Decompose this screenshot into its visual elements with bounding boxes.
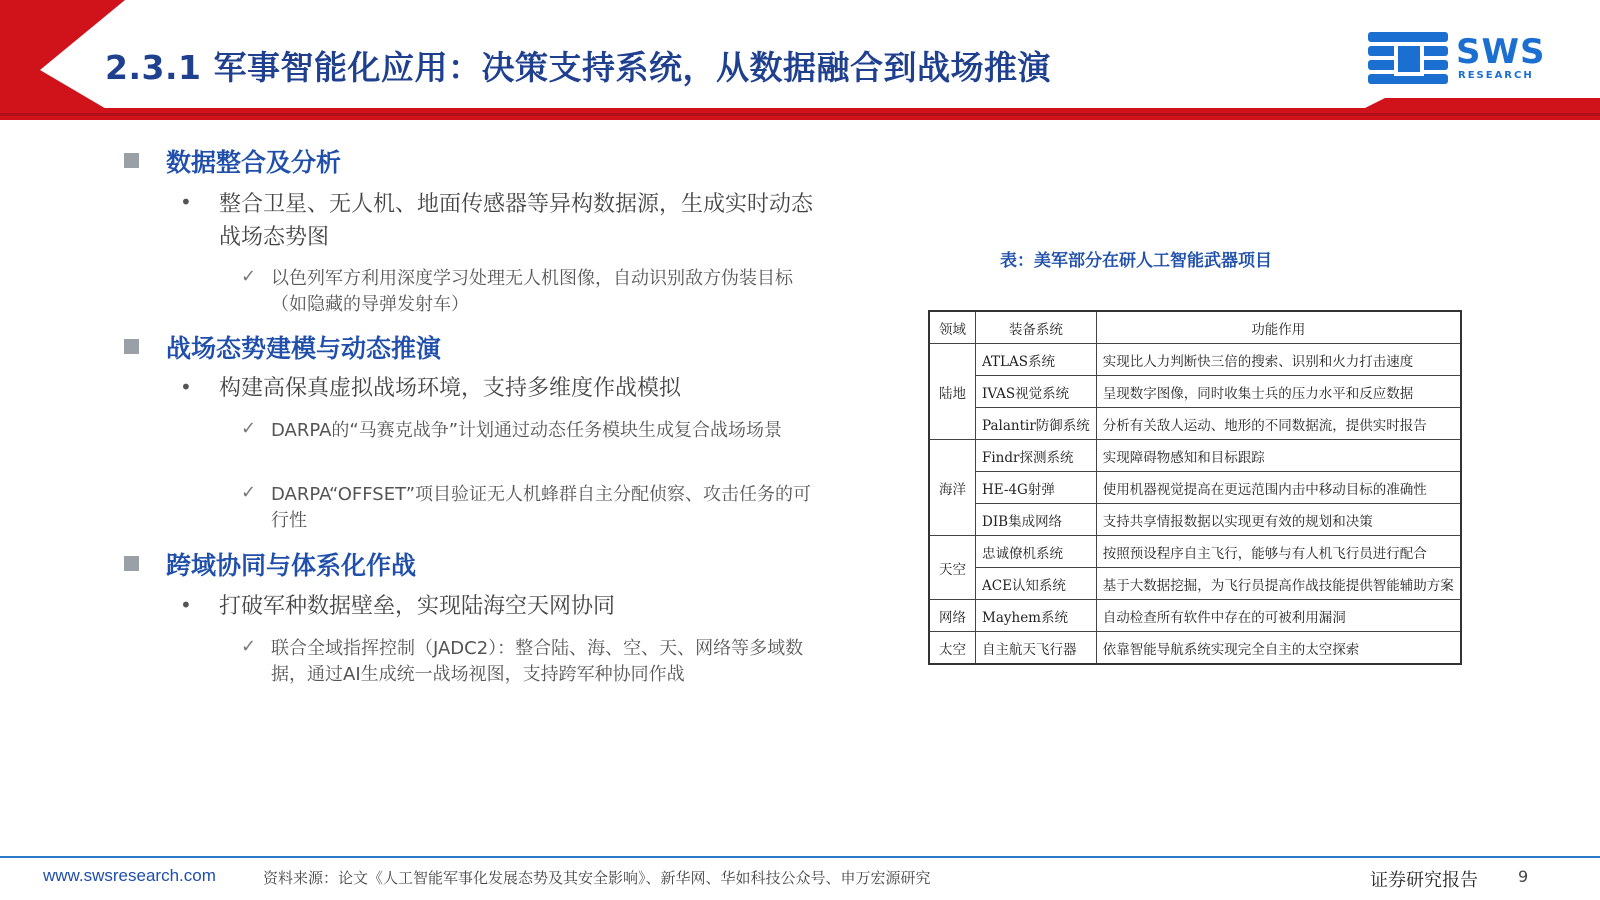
footer-website-link[interactable]: www.swsresearch.com <box>43 866 216 885</box>
section-title: 数据整合及分析 <box>166 148 342 177</box>
section-bullet-icon <box>124 339 139 354</box>
table-row <box>929 376 1461 408</box>
footer-report-label: 证券研究报告 <box>1370 870 1478 891</box>
weapons-table <box>928 310 1462 665</box>
bullet-point: 打破军种数据壁垒，实现陆海空天网协同 <box>219 594 616 619</box>
system-cell: ACE认知系统 <box>976 568 1097 600</box>
bullet-dot-icon: • <box>180 375 192 399</box>
table-row <box>929 632 1461 665</box>
table-row <box>929 440 1461 472</box>
sub-point: 以色列军方利用深度学习处理无人机图像，自动识别敌方伪装目标（如隐藏的导弹发射车） <box>271 268 793 315</box>
header-cell: 领域 <box>929 311 976 344</box>
section-bullet-icon <box>124 153 139 168</box>
footer-divider <box>0 856 1600 858</box>
sub-point: DARPA的“马赛克战争”计划通过动态任务模块生成复合战场场景 <box>271 420 783 441</box>
system-cell: 自主航天飞行器 <box>976 632 1097 665</box>
domain-cell: 太空 <box>929 632 976 665</box>
function-cell: 分析有关敌人运动、地形的不同数据流，提供实时报告 <box>1096 408 1461 440</box>
system-cell: Findr探测系统 <box>976 440 1097 472</box>
check-icon: ✓ <box>241 266 257 287</box>
logo-subtext: RESEARCH <box>1458 70 1534 81</box>
function-cell: 按照预设程序自主飞行，能够与有人机飞行员进行配合 <box>1096 536 1461 568</box>
check-icon: ✓ <box>241 636 257 657</box>
header-divider <box>0 113 1600 116</box>
section-title: 跨域协同与体系化作战 <box>166 551 417 580</box>
table-row <box>929 504 1461 536</box>
table-row <box>929 472 1461 504</box>
section-title: 战场态势建模与动态推演 <box>166 334 442 363</box>
header-cell: 装备系统 <box>976 311 1097 344</box>
system-cell: 忠诚僚机系统 <box>976 536 1097 568</box>
system-cell: HE-4G射弹 <box>976 472 1097 504</box>
system-cell: ATLAS系统 <box>976 344 1097 376</box>
function-cell: 使用机器视觉提高在更远范围内击中移动目标的准确性 <box>1096 472 1461 504</box>
function-cell: 实现障碍物感知和目标跟踪 <box>1096 440 1461 472</box>
page-number: 9 <box>1518 867 1529 886</box>
table-header-row <box>929 311 1461 344</box>
logo-wordmark: SWS <box>1456 32 1546 72</box>
section-bullet-icon <box>124 556 139 571</box>
domain-cell: 陆地 <box>929 344 976 440</box>
function-cell: 呈现数字图像，同时收集士兵的压力水平和反应数据 <box>1096 376 1461 408</box>
function-cell: 依靠智能导航系统实现完全自主的太空探索 <box>1096 632 1461 665</box>
table-row <box>929 408 1461 440</box>
check-icon: ✓ <box>241 418 257 439</box>
function-cell: 自动检查所有软件中存在的可被利用漏洞 <box>1096 600 1461 632</box>
check-icon: ✓ <box>241 482 257 503</box>
domain-cell: 天空 <box>929 536 976 600</box>
sws-logo <box>1368 28 1568 90</box>
bullet-point: 构建高保真虚拟战场环境，支持多维度作战模拟 <box>219 376 682 401</box>
bullet-point: 整合卫星、无人机、地面传感器等异构数据源，生成实时动态战场态势图 <box>219 192 814 250</box>
system-cell: IVAS视觉系统 <box>976 376 1097 408</box>
page-title: 2.3.1 军事智能化应用：决策支持系统，从数据融合到战场推演 <box>105 48 1051 87</box>
bullet-dot-icon: • <box>180 593 192 617</box>
table-row <box>929 536 1461 568</box>
header-cell: 功能作用 <box>1096 311 1461 344</box>
function-cell: 基于大数据挖掘，为飞行员提高作战技能提供智能辅助方案 <box>1096 568 1461 600</box>
system-cell: DIB集成网络 <box>976 504 1097 536</box>
table-row <box>929 344 1461 376</box>
table-row <box>929 600 1461 632</box>
function-cell: 实现比人力判断快三倍的搜索、识别和火力打击速度 <box>1096 344 1461 376</box>
footer-source: 资料来源：论文《人工智能军事化发展态势及其安全影响》、新华网、华如科技公众号、申万宏源研究 <box>263 869 931 887</box>
system-cell: Palantir防御系统 <box>976 408 1097 440</box>
header-red-band <box>0 98 1600 120</box>
sub-point: 联合全域指挥控制（JADC2）：整合陆、海、空、天、网络等多域数据，通过AI生成统一战场视图，支持跨军种协同作战 <box>271 638 804 685</box>
sub-point: DARPA“OFFSET”项目验证无人机蜂群自主分配侦察、攻击任务的可行性 <box>271 484 812 531</box>
table-row <box>929 568 1461 600</box>
system-cell: Mayhem系统 <box>976 600 1097 632</box>
domain-cell: 海洋 <box>929 440 976 536</box>
logo-mark-icon <box>1368 28 1450 90</box>
domain-cell: 网络 <box>929 600 976 632</box>
function-cell: 支持共享情报数据以实现更有效的规划和决策 <box>1096 504 1461 536</box>
table-title: 表：美军部分在研人工智能武器项目 <box>1000 251 1272 271</box>
bullet-dot-icon: • <box>180 190 192 214</box>
